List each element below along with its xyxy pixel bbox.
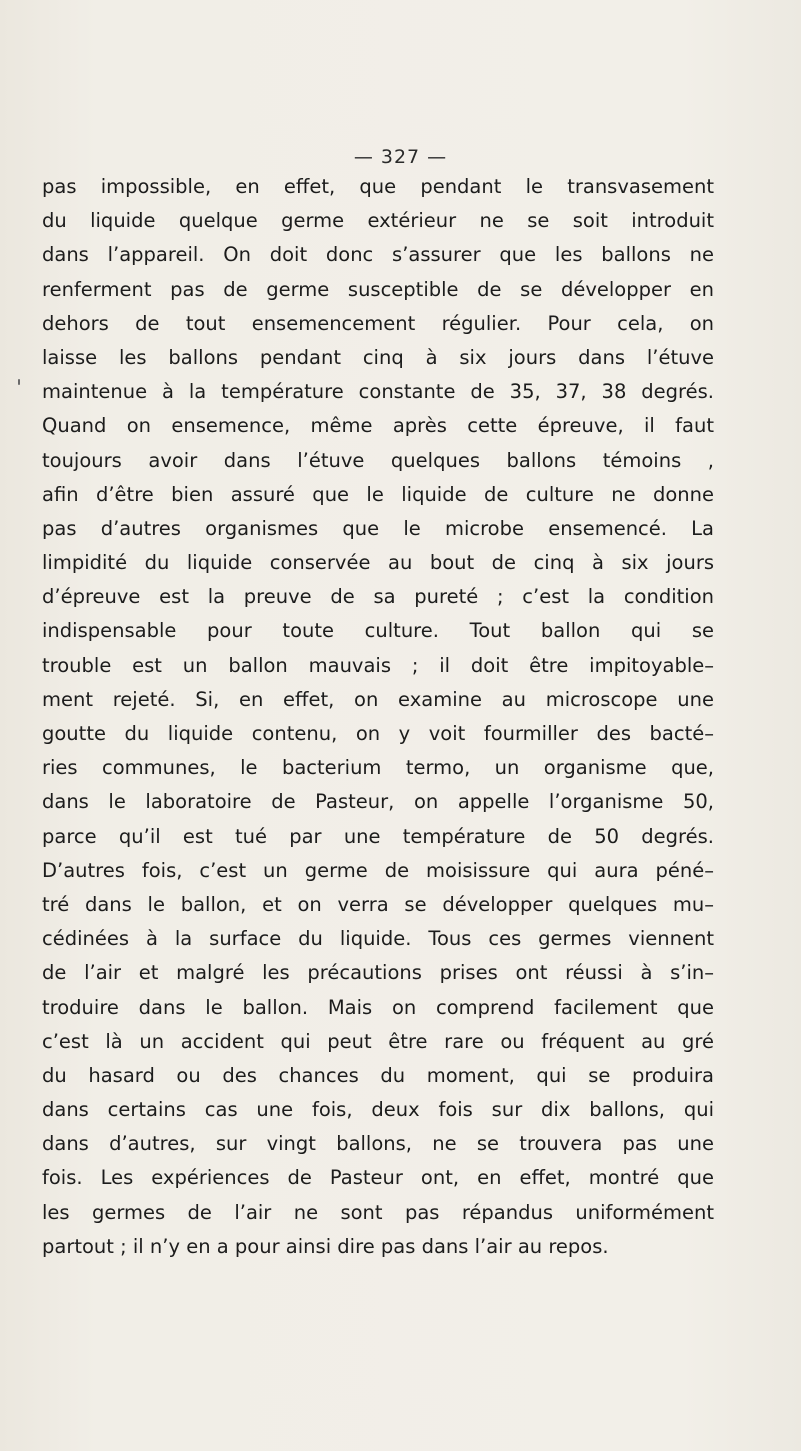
text-line: dans l’appareil. On doit donc s’assurer que les ballons ne: [42, 243, 714, 267]
text-line: de l’air et malgré les précautions prises ont réussi à s’in–: [42, 961, 714, 985]
text-line: du liquide quelque germe extérieur ne se soit introduit: [42, 209, 714, 233]
text-line: dans le laboratoire de Pasteur, on appelle l’organisme 50,: [42, 790, 714, 814]
text-line: du hasard ou des chances du moment, qui se produira: [42, 1063, 714, 1087]
text-line: dehors de tout ensemencement régulier. Pour cela, on: [42, 311, 714, 335]
text-line: Quand on ensemence, même après cette épreuve, il faut: [42, 414, 714, 438]
margin-mark: [18, 379, 20, 385]
text-line: goutte du liquide contenu, on y voit fourmiller des bacté–: [42, 722, 714, 745]
text-line: limpidité du liquide conservée au bout de cinq à six jours: [42, 551, 714, 575]
text-line: partout ; il n’y en a pour ainsi dire pas dans l’air au repos.: [42, 1234, 609, 1258]
text-line: ries communes, le bacterium termo, un organisme que,: [42, 756, 714, 780]
text-line: renferment pas de germe susceptible de se développer en: [42, 277, 714, 301]
text-line: troduire dans le ballon. Mais on comprend facilement que: [42, 995, 714, 1019]
text-line: trouble est un ballon mauvais ; il doit être impitoyable–: [42, 653, 714, 677]
text-line: pas d’autres organismes que le microbe ensemencé. La: [42, 516, 714, 540]
text-line: indispensable pour toute culture. Tout ballon qui se: [42, 619, 714, 643]
text-line: afin d’être bien assuré que le liquide de culture ne donne: [42, 482, 714, 506]
text-line: tré dans le ballon, et on verra se développer quelques mu–: [42, 892, 714, 916]
text-line: d’épreuve est la preuve de sa pureté ; c’est la condition: [42, 585, 714, 609]
text-line: parce qu’il est tué par une température de 50 degrés.: [42, 824, 714, 848]
text-line: dans certains cas une fois, deux fois sur dix ballons, qui: [42, 1098, 714, 1122]
text-line: c’est là un accident qui peut être rare ou fréquent au gré: [42, 1029, 714, 1053]
text-line: laisse les ballons pendant cinq à six jours dans l’étuve: [42, 345, 714, 369]
text-line: ment rejeté. Si, en effet, on examine au microscope une: [42, 687, 714, 711]
text-line: pas impossible, en effet, que pendant le transvasement: [42, 175, 714, 198]
text-line: D’autres fois, c’est un germe de moisissure qui aura péné–: [42, 858, 714, 882]
text-line: fois. Les expériences de Pasteur ont, en effet, montré que: [42, 1166, 714, 1190]
page-number: — 327 —: [353, 146, 448, 168]
text-line: les germes de l’air ne sont pas répandus uniformément: [42, 1200, 714, 1224]
text-line: maintenue à la température constante de 35, 37, 38 degrés.: [42, 380, 714, 404]
body-text: [42, 170, 714, 1264]
text-line: dans d’autres, sur vingt ballons, ne se trouvera pas une: [42, 1132, 714, 1156]
text-line: cédinées à la surface du liquide. Tous ces germes viennent: [42, 927, 714, 951]
text-line: toujours avoir dans l’étuve quelques ballons témoins ,: [42, 448, 714, 472]
